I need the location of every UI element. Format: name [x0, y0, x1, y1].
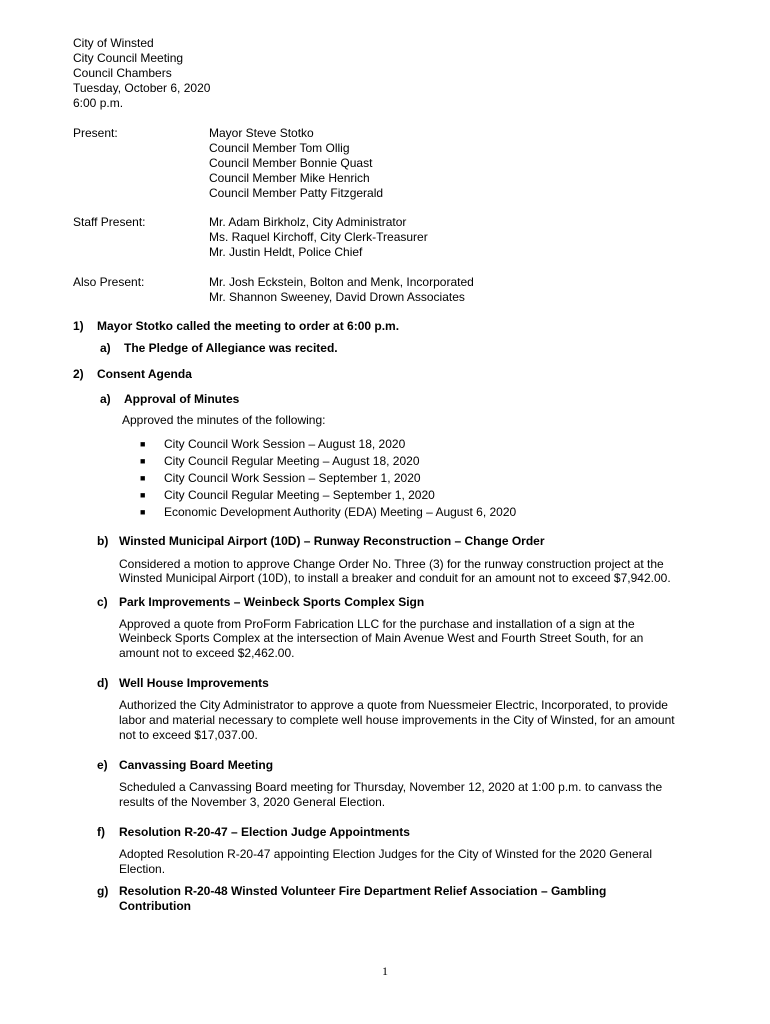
bullet-icon: ■ — [140, 456, 146, 466]
minutes-item: City Council Regular Meeting – September 1, 2020 — [164, 488, 435, 502]
staff-member: Mr. Justin Heldt, Police Chief — [209, 245, 363, 259]
item-1-title: Mayor Stotko called the meeting to order at 6:00 p.m. — [97, 319, 400, 333]
item-letter: a) — [100, 392, 111, 406]
airport-text: Considered a motion to approve Change Order No. Three (3) for the runway construction project at the — [119, 557, 664, 571]
header-city: City of Winsted — [73, 36, 154, 50]
canvassing-text: results of the November 3, 2020 General Election. — [119, 795, 386, 809]
election-judges-title: Resolution R-20-47 – Election Judge Appointments — [119, 825, 410, 839]
election-judges-text: Election. — [119, 862, 166, 876]
staff-member: Ms. Raquel Kirchoff, City Clerk-Treasurer — [209, 230, 428, 244]
airport-text: Winsted Municipal Airport (10D), to install a breaker and conduit for an amount not to exceed $7,942.00. — [119, 571, 671, 585]
minutes-item: City Council Work Session – September 1, 2020 — [164, 471, 421, 485]
park-title: Park Improvements – Weinbeck Sports Complex Sign — [119, 595, 425, 609]
present-member: Council Member Tom Ollig — [209, 141, 350, 155]
item-number: 2) — [73, 367, 84, 381]
gambling-title: Contribution — [119, 899, 191, 913]
canvassing-title: Canvassing Board Meeting — [119, 758, 274, 772]
park-text: Approved a quote from ProForm Fabrication LLC for the purchase and installation of a sign at the — [119, 617, 635, 631]
minutes-item: City Council Work Session – August 18, 2020 — [164, 437, 406, 451]
well-house-text: labor and material necessary to complete well house improvements in the City of Winsted, for an amount — [119, 713, 675, 727]
present-member: Council Member Patty Fitzgerald — [209, 186, 384, 200]
item-letter: f) — [97, 825, 105, 839]
staff-member: Mr. Adam Birkholz, City Administrator — [209, 215, 407, 229]
bullet-icon: ■ — [140, 490, 146, 500]
park-text: amount not to exceed $2,462.00. — [119, 646, 295, 660]
item-letter: c) — [97, 595, 108, 609]
also-present-member: Mr. Shannon Sweeney, David Drown Associates — [209, 290, 465, 304]
bullet-icon: ■ — [140, 507, 146, 517]
well-house-title: Well House Improvements — [119, 676, 269, 690]
present-label: Present: — [73, 126, 118, 140]
item-number: 1) — [73, 319, 84, 333]
item-letter: a) — [100, 341, 111, 355]
item-1a-title: The Pledge of Allegiance was recited. — [124, 341, 338, 355]
item-letter: d) — [97, 676, 109, 690]
header-time: 6:00 p.m. — [73, 96, 124, 110]
minutes-item: Economic Development Authority (EDA) Meeting – August 6, 2020 — [164, 505, 517, 519]
item-letter: g) — [97, 884, 109, 898]
bullet-icon: ■ — [140, 473, 146, 483]
approval-minutes-title: Approval of Minutes — [124, 392, 240, 406]
header-date: Tuesday, October 6, 2020 — [73, 81, 211, 95]
header-meeting: City Council Meeting — [73, 51, 184, 65]
item-letter: b) — [97, 534, 109, 548]
present-member: Council Member Bonnie Quast — [209, 156, 373, 170]
bullet-icon: ■ — [140, 439, 146, 449]
election-judges-text: Adopted Resolution R-20-47 appointing Election Judges for the City of Winsted for the 2020 General — [119, 847, 652, 861]
also-present-member: Mr. Josh Eckstein, Bolton and Menk, Incorporated — [209, 275, 474, 289]
present-member: Mayor Steve Stotko — [209, 126, 314, 140]
page-number: 1 — [382, 964, 388, 978]
well-house-text: Authorized the City Administrator to approve a quote from Nuessmeier Electric, Incorporated, to provide — [119, 698, 668, 712]
also-present-label: Also Present: — [73, 275, 145, 289]
airport-title: Winsted Municipal Airport (10D) – Runway Reconstruction – Change Order — [119, 534, 545, 548]
present-member: Council Member Mike Henrich — [209, 171, 370, 185]
well-house-text: not to exceed $17,037.00. — [119, 728, 258, 742]
park-text: Weinbeck Sports Complex at the intersection of Main Avenue West and Fourth Street South, for an — [119, 631, 644, 645]
staff-label: Staff Present: — [73, 215, 146, 229]
item-letter: e) — [97, 758, 108, 772]
header-location: Council Chambers — [73, 66, 172, 80]
approval-minutes-intro: Approved the minutes of the following: — [122, 413, 326, 427]
item-2-title: Consent Agenda — [97, 367, 192, 381]
canvassing-text: Scheduled a Canvassing Board meeting for Thursday, November 12, 2020 at 1:00 p.m. to canvass the — [119, 780, 663, 794]
gambling-title: Resolution R-20-48 Winsted Volunteer Fire Department Relief Association – Gambling — [119, 884, 607, 898]
minutes-item: City Council Regular Meeting – August 18, 2020 — [164, 454, 420, 468]
